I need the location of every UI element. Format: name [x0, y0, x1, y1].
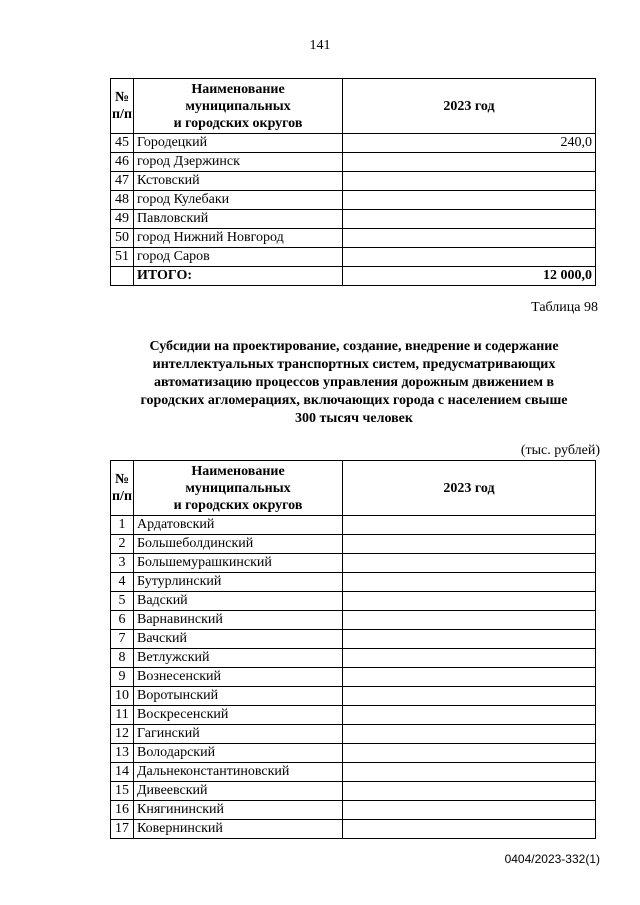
year-value [343, 763, 596, 782]
municipality-name: Воротынский [134, 687, 343, 706]
municipality-name: Дальнеконстантиновский [134, 763, 343, 782]
municipality-name: город Кулебаки [134, 191, 343, 210]
table-row [111, 782, 596, 801]
year-value [343, 820, 596, 839]
year-value [343, 801, 596, 820]
num-column-header [111, 79, 134, 134]
year-value [343, 573, 596, 592]
row-number: 8 [111, 649, 134, 668]
num-column-header [111, 461, 134, 516]
table-row [111, 725, 596, 744]
municipality-name: Володарский [134, 744, 343, 763]
table-row [111, 744, 596, 763]
table-row [111, 573, 596, 592]
row-number: 4 [111, 573, 134, 592]
municipality-name: Гагинский [134, 725, 343, 744]
name-header-line: муниципальных [185, 480, 291, 496]
year-value [343, 668, 596, 687]
row-number: 12 [111, 725, 134, 744]
year-value [343, 554, 596, 573]
municipality-name: Варнавинский [134, 611, 343, 630]
municipality-name: Вознесенский [134, 668, 343, 687]
name-header-line: и городских округов [173, 115, 303, 131]
municipality-name: Большемурашкинский [134, 554, 343, 573]
row-number: 7 [111, 630, 134, 649]
table-body [111, 516, 596, 839]
num-header-line: № [114, 472, 130, 487]
table-row [111, 134, 596, 153]
name-header-line: и городских округов [173, 497, 303, 513]
table-row [111, 611, 596, 630]
year-value [343, 744, 596, 763]
row-number: 6 [111, 611, 134, 630]
name-header-line: муниципальных [185, 98, 291, 114]
municipality-name: Дивеевский [134, 782, 343, 801]
units-label: (тыс. рублей) [520, 443, 600, 458]
year-column-header: 2023 год [343, 79, 596, 134]
table-header-row [111, 79, 596, 134]
row-number: 51 [111, 248, 134, 267]
total-value: 12 000,0 [343, 267, 596, 286]
table-row [111, 801, 596, 820]
year-value [343, 706, 596, 725]
year-column-header: 2023 год [343, 461, 596, 516]
year-value [343, 153, 596, 172]
row-number: 49 [111, 210, 134, 229]
municipality-name: Ардатовский [134, 516, 343, 535]
row-number: 2 [111, 535, 134, 554]
total-label: ИТОГО: [134, 267, 343, 286]
row-number: 13 [111, 744, 134, 763]
year-value [343, 725, 596, 744]
table-header-row [111, 461, 596, 516]
table-row [111, 820, 596, 839]
municipality-name: Воскресенский [134, 706, 343, 725]
document-code: 0404/2023-332(1) [504, 852, 600, 866]
subsidy-table-continued [110, 78, 596, 286]
year-value: 240,0 [343, 134, 596, 153]
num-header-line: п/п [111, 489, 133, 504]
table-row [111, 649, 596, 668]
table-row [111, 668, 596, 687]
table-body [111, 134, 596, 267]
row-number: 3 [111, 554, 134, 573]
row-number: 5 [111, 592, 134, 611]
year-value [343, 630, 596, 649]
name-header-line: Наименование [191, 463, 285, 479]
row-number: 9 [111, 668, 134, 687]
table-row [111, 229, 596, 248]
year-value [343, 248, 596, 267]
caption-line: автоматизацию процессов управления дорожным движением в [153, 375, 555, 390]
municipality-name: Большеболдинский [134, 535, 343, 554]
name-column-header [134, 461, 343, 516]
row-number: 1 [111, 516, 134, 535]
year-value [343, 611, 596, 630]
subsidy-table-98 [110, 460, 596, 839]
year-value [343, 516, 596, 535]
table-row [111, 516, 596, 535]
municipality-name: город Дзержинск [134, 153, 343, 172]
table-row [111, 210, 596, 229]
page-number: 141 [309, 38, 331, 53]
municipality-name: Ковернинский [134, 820, 343, 839]
table-row [111, 248, 596, 267]
table-row [111, 554, 596, 573]
row-number: 14 [111, 763, 134, 782]
num-header-line: п/п [111, 107, 133, 122]
total-num-cell [111, 267, 134, 286]
municipality-name: Вачский [134, 630, 343, 649]
year-value [343, 687, 596, 706]
caption-line: 300 тысяч человек [295, 411, 413, 426]
table-row [111, 630, 596, 649]
caption-line: городских агломерациях, включающих города с населением свыше [140, 393, 568, 408]
num-header-line: № [114, 90, 130, 105]
municipality-name: Павловский [134, 210, 343, 229]
row-number: 50 [111, 229, 134, 248]
municipality-name: Ветлужский [134, 649, 343, 668]
year-value [343, 229, 596, 248]
year-value [343, 210, 596, 229]
row-number: 10 [111, 687, 134, 706]
total-row [111, 267, 596, 286]
municipality-name: Бутурлинский [134, 573, 343, 592]
year-value [343, 172, 596, 191]
row-number: 48 [111, 191, 134, 210]
row-number: 46 [111, 153, 134, 172]
row-number: 17 [111, 820, 134, 839]
municipality-name: Вадский [134, 592, 343, 611]
table-number: Таблица 98 [531, 300, 598, 315]
year-value [343, 649, 596, 668]
year-value [343, 535, 596, 554]
table-row [111, 763, 596, 782]
table-row [111, 687, 596, 706]
name-header-line: Наименование [191, 81, 285, 97]
row-number: 15 [111, 782, 134, 801]
year-value [343, 191, 596, 210]
municipality-name: город Саров [134, 248, 343, 267]
table-row [111, 191, 596, 210]
table-caption [110, 338, 598, 428]
caption-line: интеллектуальных транспортных систем, предусматривающих [152, 357, 556, 372]
municipality-name: город Нижний Новгород [134, 229, 343, 248]
municipality-name: Кстовский [134, 172, 343, 191]
row-number: 11 [111, 706, 134, 725]
table-row [111, 706, 596, 725]
year-value [343, 592, 596, 611]
year-value [343, 782, 596, 801]
row-number: 45 [111, 134, 134, 153]
row-number: 16 [111, 801, 134, 820]
table-row [111, 153, 596, 172]
table-row [111, 172, 596, 191]
table-row [111, 592, 596, 611]
name-column-header [134, 79, 343, 134]
municipality-name: Городецкий [134, 134, 343, 153]
table-row [111, 535, 596, 554]
caption-line: Субсидии на проектирование, создание, внедрение и содержание [149, 339, 559, 354]
municipality-name: Княгининский [134, 801, 343, 820]
row-number: 47 [111, 172, 134, 191]
